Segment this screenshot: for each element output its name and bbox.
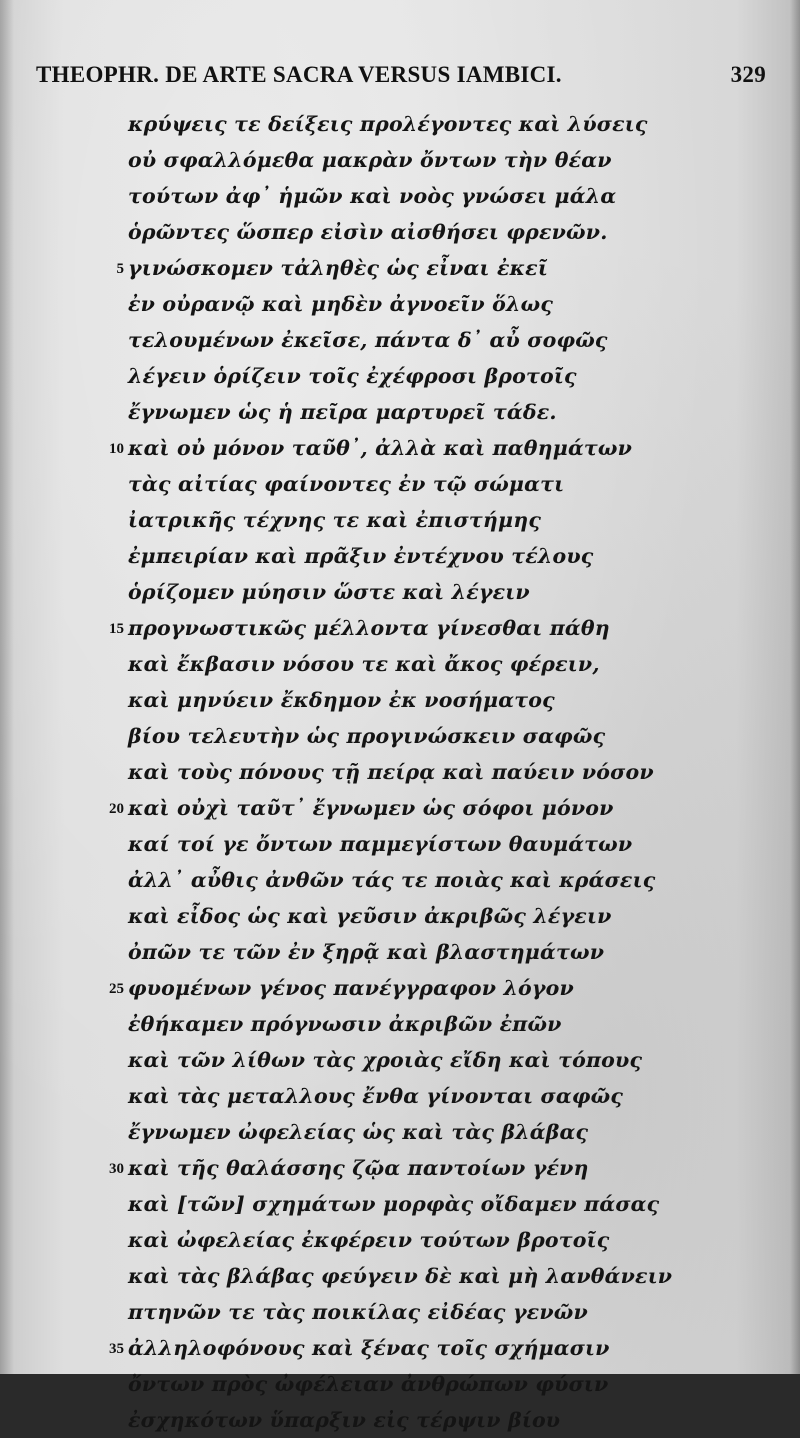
verse-text: λέγειν ὁρίζειν τοῖς ἐχέφροσι βροτοῖς — [128, 364, 577, 388]
verse-line — [0, 358, 800, 394]
verse-line — [0, 646, 800, 682]
verse-line — [0, 1006, 800, 1042]
verse-text: τὰς αἰτίας φαίνοντες ἐν τῷ σώματι — [128, 472, 565, 496]
verse-line — [0, 1366, 800, 1402]
verse-line — [0, 826, 800, 862]
line-number: 35 — [109, 1341, 124, 1357]
verse-line — [0, 1114, 800, 1150]
verse-line — [0, 394, 800, 430]
verse-line — [0, 718, 800, 754]
verse-line — [0, 862, 800, 898]
verse-text: οὐ σφαλλόμεθα μακρὰν ὄντων τὴν θέαν — [128, 148, 612, 172]
verse-line — [0, 178, 800, 214]
verse-text: καὶ [τῶν] σχημάτων μορφὰς οἴδαμεν πάσας — [128, 1192, 660, 1216]
verse-block — [0, 106, 800, 1438]
line-number: 25 — [109, 981, 124, 997]
verse-text: γινώσκομεν τἀληθὲς ὡς εἶναι ἐκεῖ — [128, 256, 548, 280]
line-number: 20 — [109, 801, 124, 817]
verse-line — [0, 934, 800, 970]
verse-line — [0, 142, 800, 178]
verse-line — [0, 574, 800, 610]
verse-line — [0, 250, 800, 286]
verse-text: ἐθήκαμεν πρόγνωσιν ἀκριβῶν ἐπῶν — [128, 1012, 562, 1036]
verse-line — [0, 430, 800, 466]
verse-line — [0, 682, 800, 718]
verse-text: φυομένων γένος πανέγγραφον λόγον — [128, 976, 574, 1000]
verse-text: ὁρῶντες ὥσπερ εἰσὶν αἰσθήσει φρενῶν. — [128, 220, 608, 244]
verse-line — [0, 322, 800, 358]
running-header — [36, 58, 766, 98]
verse-text: καὶ τῶν λίθων τὰς χροιὰς εἴδη καὶ τόπους — [128, 1048, 643, 1072]
verse-text: ὄντων πρὸς ὠφέλειαν ἀνθρώπων φύσιν — [128, 1372, 609, 1396]
verse-line — [0, 1222, 800, 1258]
verse-text: καὶ τὰς μεταλλους ἔνθα γίνονται σαφῶς — [128, 1084, 623, 1108]
line-number: 30 — [109, 1161, 124, 1177]
verse-text: κρύψεις τε δείξεις προλέγοντες καὶ λύσεις — [128, 112, 648, 136]
verse-text: τελουμένων ἐκεῖσε, πάντα δ᾽ αὖ σοφῶς — [128, 328, 608, 352]
verse-line — [0, 538, 800, 574]
verse-line — [0, 106, 800, 142]
verse-text: ἐσχηκότων ὕπαρξιν εἰς τέρψιν βίου — [128, 1408, 561, 1432]
verse-text: ἀλληλοφόνους καὶ ξένας τοῖς σχήμασιν — [128, 1336, 610, 1360]
verse-text: βίου τελευτὴν ὡς προγινώσκειν σαφῶς — [128, 724, 606, 748]
verse-line — [0, 1078, 800, 1114]
verse-text: ἐν οὐρανῷ καὶ μηδὲν ἀγνοεῖν ὅλως — [128, 292, 554, 316]
verse-text: καὶ οὐχὶ ταῦτ᾽ ἔγνωμεν ὡς σόφοι μόνον — [128, 796, 614, 820]
verse-line — [0, 1042, 800, 1078]
verse-line — [0, 754, 800, 790]
verse-line — [0, 1186, 800, 1222]
line-number: 5 — [116, 261, 124, 277]
verse-line — [0, 1294, 800, 1330]
verse-text: καί τοί γε ὄντων παμμεγίστων θαυμάτων — [128, 832, 633, 856]
verse-text: ἰατρικῆς τέχνης τε καὶ ἐπιστήμης — [128, 508, 541, 532]
line-number: 15 — [109, 621, 124, 637]
verse-text: ὀπῶν τε τῶν ἐν ξηρᾷ καὶ βλαστημάτων — [128, 940, 605, 964]
verse-line — [0, 1258, 800, 1294]
verse-text: καὶ οὐ μόνον ταῦθ᾽, ἀλλὰ καὶ παθημάτων — [128, 436, 633, 460]
verse-text: καὶ τοὺς πόνους τῇ πείρᾳ καὶ παύειν νόσον — [128, 760, 654, 784]
verse-text: ἔγνωμεν ὡς ἡ πεῖρα μαρτυρεῖ τάδε. — [128, 400, 557, 424]
verse-text: καὶ μηνύειν ἔκδημον ἐκ νοσήματος — [128, 688, 555, 712]
verse-text: καὶ τῆς θαλάσσης ζῷα παντοίων γένη — [128, 1156, 589, 1180]
verse-text: καὶ ὠφελείας ἐκφέρειν τούτων βροτοῖς — [128, 1228, 610, 1252]
line-number: 10 — [109, 441, 124, 457]
verse-line — [0, 1330, 800, 1366]
verse-text: τούτων ἀφ᾽ ἡμῶν καὶ νοὸς γνώσει μάλα — [128, 184, 617, 208]
verse-text: καὶ ἔκβασιν νόσου τε καὶ ἄκος φέρειν, — [128, 652, 600, 676]
verse-line — [0, 286, 800, 322]
verse-text: καὶ τὰς βλάβας φεύγειν δὲ καὶ μὴ λανθάνειν — [128, 1264, 673, 1288]
verse-line — [0, 898, 800, 934]
verse-line — [0, 466, 800, 502]
verse-line — [0, 790, 800, 826]
verse-line — [0, 1150, 800, 1186]
verse-text: προγνωστικῶς μέλλοντα γίνεσθαι πάθη — [128, 616, 610, 640]
header-title: THEOPHR. DE ARTE SACRA VERSUS IAMBICI. — [36, 62, 562, 87]
verse-line — [0, 610, 800, 646]
verse-line — [0, 502, 800, 538]
verse-text: καὶ εἶδος ὡς καὶ γεῦσιν ἀκριβῶς λέγειν — [128, 904, 612, 928]
page-number: 329 — [730, 62, 766, 87]
verse-text: πτηνῶν τε τὰς ποικίλας εἰδέας γενῶν — [128, 1300, 588, 1324]
verse-line — [0, 214, 800, 250]
verse-text: ἔγνωμεν ὠφελείας ὡς καὶ τὰς βλάβας — [128, 1120, 589, 1144]
verse-line — [0, 970, 800, 1006]
verse-text: ἐμπειρίαν καὶ πρᾶξιν ἐντέχνου τέλους — [128, 544, 594, 568]
verse-line — [0, 1402, 800, 1438]
verse-text: ὁρίζομεν μύησιν ὥστε καὶ λέγειν — [128, 580, 530, 604]
verse-text: ἀλλ᾽ αὖθις ἀνθῶν τάς τε ποιὰς καὶ κράσεις — [128, 868, 656, 892]
